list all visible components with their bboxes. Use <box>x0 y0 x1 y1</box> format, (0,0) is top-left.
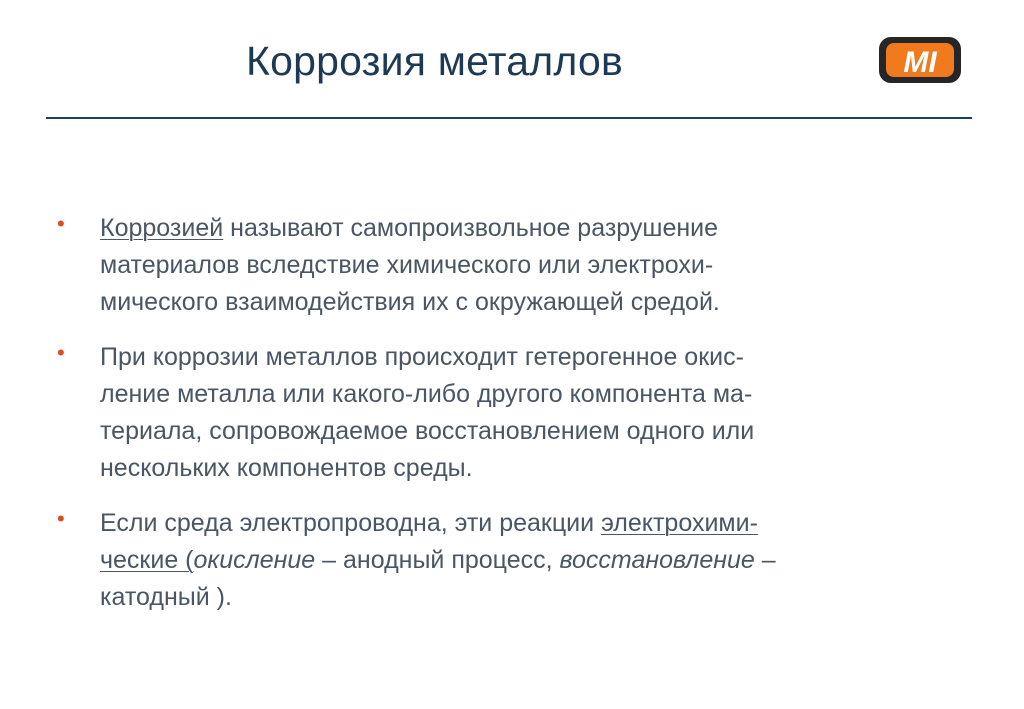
bullet-dot-icon: • <box>57 340 65 365</box>
slide-title: Коррозия металлов <box>246 38 623 84</box>
term-link[interactable]: ческие ( <box>100 546 194 574</box>
line-text: называют самопроизвольное разрушение <box>223 214 719 242</box>
bullet-line: катодный ). <box>100 583 232 611</box>
line-text: Если среда электропроводна, эти реакции <box>100 509 602 537</box>
bullet-line: мического взаимодействия их с окружающей средой. <box>100 288 720 316</box>
line-text: – анодный процесс, <box>315 546 560 574</box>
bullet-item <box>46 210 966 321</box>
bullet-line <box>100 505 966 542</box>
bullet-line <box>100 542 966 579</box>
bullet-item <box>46 505 966 616</box>
line-text: – <box>754 546 776 574</box>
bullet-line: материалов вследствие химического или электрохи- <box>100 251 714 279</box>
bullet-dot-icon: • <box>57 211 65 236</box>
bullet-line: ление металла или какого-либо другого компонента ма- <box>100 380 753 408</box>
bullet-list <box>46 210 966 634</box>
term-link[interactable]: электрохими- <box>601 509 758 537</box>
term-link[interactable]: Коррозией <box>100 214 224 242</box>
italic-term: восстановление <box>559 546 755 574</box>
bullet-line: нескольких компонентов среды. <box>100 454 473 482</box>
mi-logo-icon <box>876 31 964 89</box>
bullet-line: При коррозии металлов происходит гетерогенное окис- <box>100 343 744 371</box>
bullet-line: териала, сопровождаемое восстановлением одного или <box>100 417 755 445</box>
bullet-item <box>46 339 966 487</box>
logo-text: MI <box>903 46 937 79</box>
italic-term: окисление <box>193 546 316 574</box>
bullet-line <box>100 210 966 247</box>
bullet-dot-icon: • <box>57 506 65 531</box>
title-divider <box>46 117 972 119</box>
